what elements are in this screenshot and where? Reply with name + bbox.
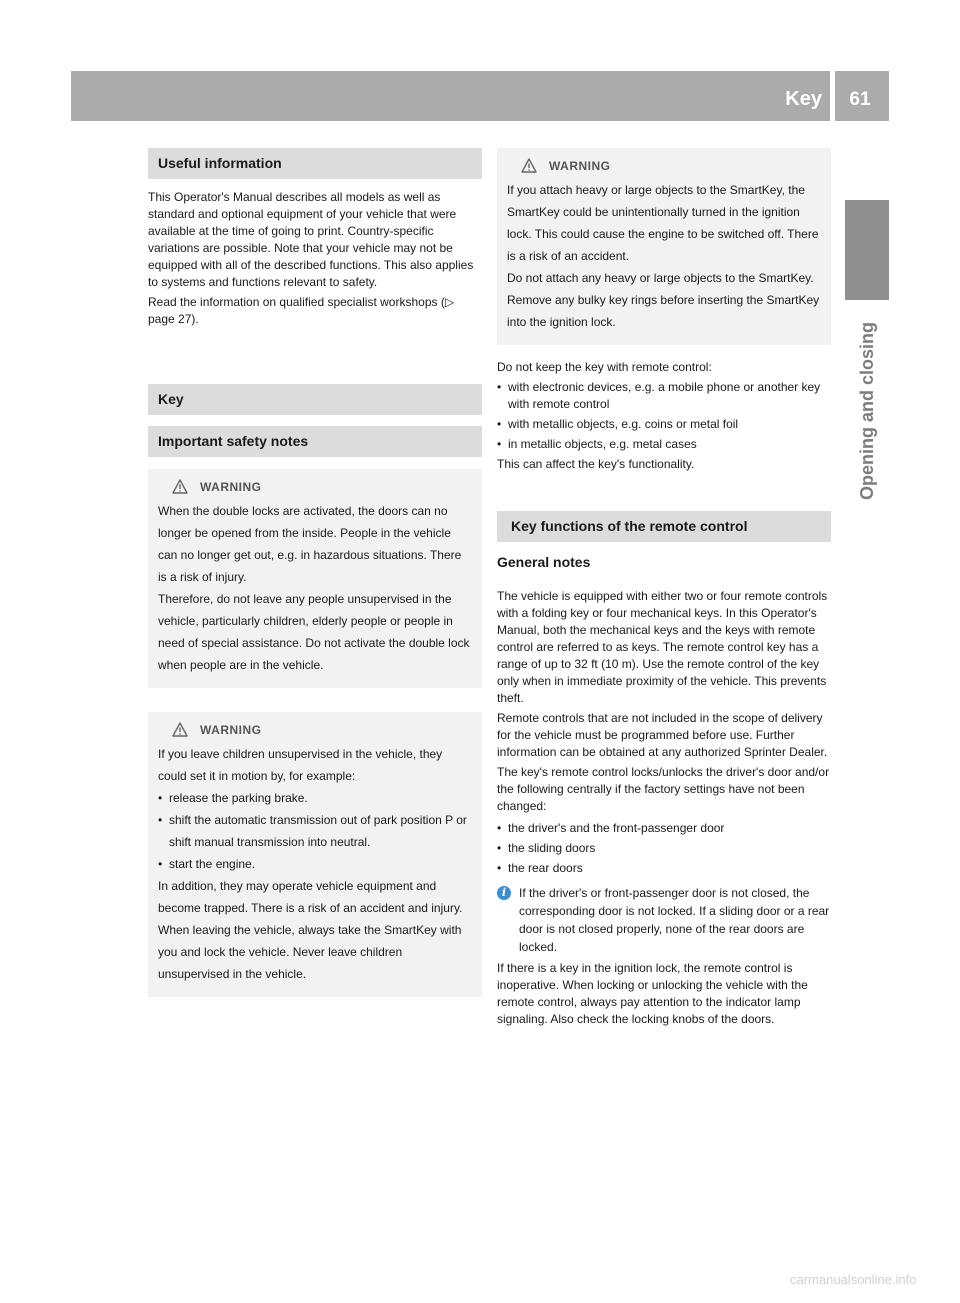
info-note-text: If the driver's or front-passenger door is not closed, the corresponding door is not locked. If a sliding door or a rear door is not closed properly, none of the rear doors are locked. [519,886,830,954]
general-notes-heading: General notes [497,554,591,570]
header-divider [830,71,835,121]
warning-paragraph: Do not attach any heavy or large objects to the SmartKey. Remove any bulky key rings before inserting the SmartKey into the ignition lock. [507,271,820,329]
safety-notes-heading: Important safety notes [148,426,482,457]
warning-triangle-icon [521,158,537,173]
chapter-label: Opening and closing [856,322,877,501]
useful-info-heading: Useful information [148,148,482,179]
warning-triangle-icon [172,722,188,737]
remote-outro: This can affect the key's functionality. [497,457,695,471]
key-section-heading: Key [148,384,482,415]
page-header-title: Key [785,88,822,110]
info-note [497,884,831,956]
warning-triangle-icon [172,479,188,494]
warning-paragraph: When the double locks are activated, the doors can no longer be opened from the inside. People in the vehicle can no longer get out, e.g. in hazardous situations. There is a risk of injury. [158,504,462,584]
general-paragraph: The vehicle is equipped with either two or four remote controls with a folding key or four mechanical keys. In this Operator's Manual, both the mechanical keys and the keys with remote control are referred to as keys. The remote control key has a range of up to 32 ft (10 m). Use the remote control of the key only when in immediate proximity of the vehicle. This prevents theft. [497,589,828,705]
remote-bullet-list [497,379,831,453]
useful-info-paragraph: Read the information on qualified specialist workshops (▷ page 27). [148,295,455,326]
useful-info-paragraph: This Operator's Manual describes all models as well as standard and optional equipment of your vehicle that were available at the time of going to print. Country-specific variations are possible. Note that your vehicle may not be equipped with all of the described functions. This also applies to systems and functions relevant to safety. [148,190,474,289]
list-item: • the rear doors [497,858,831,878]
list-item: • in metallic objects, e.g. metal cases [497,436,831,453]
list-item: • shift the automatic transmission out of park position P or shift manual transmission into neutral. [158,809,472,853]
general-paragraph: Remote controls that are not included in the scope of delivery for the vehicle must be programmed before use. Further information can be obtained at any authorized Sprinter Dealer. [497,711,828,759]
closing-paragraph: If there is a key in the ignition lock, the remote control is inoperative. When locking or unlocking the vehicle with the remote control, always pay attention to the indicator lamp signaling. Also check the locking knobs of the doors. [497,961,808,1026]
warning-box-double-lock [148,469,482,688]
list-item: • release the parking brake. [158,787,472,809]
footer-watermark: carmanualsonline.info [790,1272,917,1287]
remote-intro: Do not keep the key with remote control: [497,360,712,374]
page-number: 61 [849,89,871,110]
list-item: • start the engine. [158,853,472,875]
list-item: • the driver's and the front-passenger door [497,818,831,838]
warning-paragraph: When leaving the vehicle, always take the SmartKey with you and lock the vehicle. Never leave children unsupervised in the vehicle. [158,923,462,981]
warning-box-heavy-objects [497,148,831,345]
warning-label: WARNING [200,722,262,737]
warning-paragraph: If you attach heavy or large objects to the SmartKey, the SmartKey could be unintentionally turned in the ignition lock. This could cause the engine to be switched off. There is a risk of an accident. [507,183,819,263]
warning-box-children [148,712,482,997]
info-icon: i [497,886,511,900]
right-column [497,148,831,1031]
warning-bullet-list [158,787,472,875]
list-item: • with metallic objects, e.g. coins or metal foil [497,416,831,433]
warning-label: WARNING [549,158,611,173]
warning-label: WARNING [200,479,262,494]
warning-paragraph: In addition, they may operate vehicle equipment and become trapped. There is a risk of an accident and injury. [158,879,463,915]
left-column [148,148,482,997]
list-item: • with electronic devices, e.g. a mobile phone or another key with remote control [497,379,831,413]
warning-paragraph: Therefore, do not leave any people unsupervised in the vehicle, particularly children, elderly people or people in need of special assistance. Do not activate the double lock when people are in the vehicle. [158,592,470,672]
door-bullet-list [497,818,831,878]
general-paragraph: The key's remote control locks/unlocks the driver's door and/or the following centrally if the factory settings have not been changed: [497,765,830,813]
list-item: • the sliding doors [497,838,831,858]
key-functions-heading: Key functions of the remote control [497,511,831,542]
chapter-tab [845,200,889,300]
warning-paragraph: If you leave children unsupervised in the vehicle, they could set it in motion by, for example: [158,747,443,783]
